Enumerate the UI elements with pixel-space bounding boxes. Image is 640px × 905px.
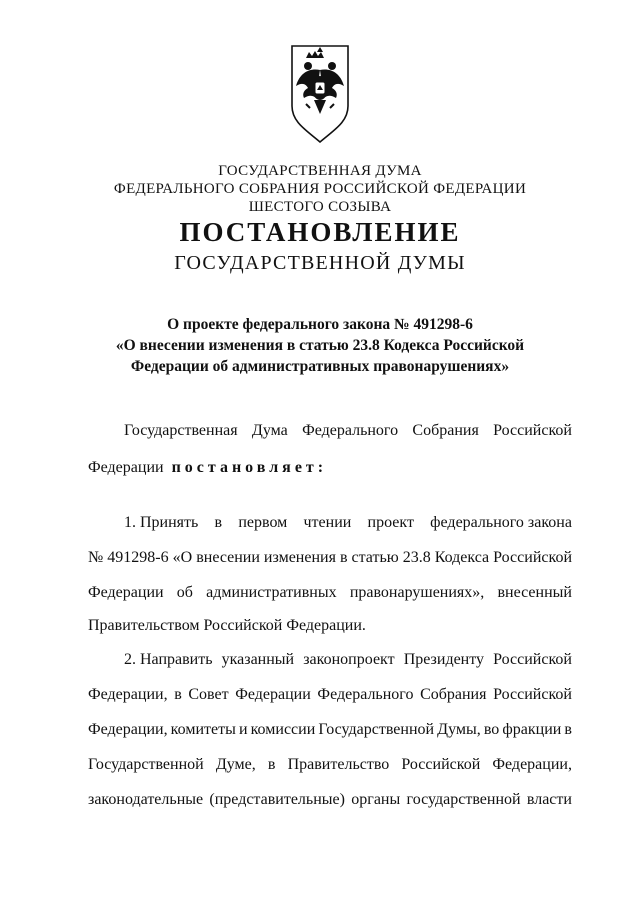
para1-line-1 xyxy=(124,512,572,534)
document-subtitle: ГОСУДАРСТВЕННОЙ ДУМЫ xyxy=(174,252,466,274)
word: Совет xyxy=(188,686,229,703)
word: указанный xyxy=(221,651,295,668)
para1-line-4: Правительством Российской Федерации. xyxy=(88,617,366,634)
issuer-line-3: ШЕСТОГО СОЗЫВА xyxy=(248,199,392,215)
word: комиссии xyxy=(250,721,316,738)
word: Федерального xyxy=(302,422,399,439)
word: и xyxy=(238,721,248,738)
document-title: ПОСТАНОВЛЕНИЕ xyxy=(179,217,461,247)
word: в xyxy=(564,721,572,738)
word: законопроект xyxy=(303,651,395,668)
issuer-line-1: ГОСУДАРСТВЕННАЯ ДУМА xyxy=(218,163,422,179)
word: в xyxy=(174,686,182,703)
word: Думе, xyxy=(215,756,256,773)
subject-line-1: О проекте федерального закона № 491298-6 xyxy=(167,316,473,333)
decree-verb: постановляет: xyxy=(171,459,328,476)
word: Федерации xyxy=(88,459,164,476)
word: в xyxy=(214,514,223,531)
para2-line-5 xyxy=(88,789,572,811)
preamble-line-2 xyxy=(88,457,327,479)
word: внесенный xyxy=(497,584,572,601)
issuer-line-2: ФЕДЕРАЛЬНОГО СОБРАНИЯ РОССИЙСКОЙ ФЕДЕРАЦИИ xyxy=(113,181,527,197)
word: Собрания xyxy=(412,422,479,439)
word: Федерации xyxy=(235,686,311,703)
word: Думы, xyxy=(437,721,481,738)
para2-line-4 xyxy=(88,754,572,776)
word: Российской xyxy=(493,686,572,703)
word: правонарушениях», xyxy=(349,584,485,601)
word: Собрания xyxy=(420,686,487,703)
para2-line-3 xyxy=(88,719,572,741)
word: Федерального xyxy=(317,686,414,703)
word: Федерации xyxy=(88,584,164,601)
word: об xyxy=(176,584,193,601)
para1-line-2 xyxy=(88,547,572,569)
word: (представительные) xyxy=(209,791,345,808)
word: Правительство xyxy=(287,756,390,773)
para2-line-2 xyxy=(88,684,572,706)
word: в xyxy=(267,756,276,773)
word: Государственной xyxy=(318,721,435,738)
word: административных xyxy=(206,584,337,601)
word: Российской xyxy=(493,422,572,439)
word: Федерации, xyxy=(492,756,572,773)
word: власти xyxy=(526,791,572,808)
word: Государственная xyxy=(124,422,238,439)
word: чтении xyxy=(303,514,352,531)
para1-line-3 xyxy=(88,582,572,604)
word: комитеты xyxy=(170,721,236,738)
word: Президенту xyxy=(403,651,485,668)
word: проект xyxy=(367,514,414,531)
word: федерального закона xyxy=(430,514,572,531)
word: 1. Принять xyxy=(124,514,199,531)
word: Федерации, xyxy=(88,686,168,703)
word: 2. Направить xyxy=(124,651,213,668)
word: Российской xyxy=(401,756,481,773)
word: законодательные xyxy=(88,791,204,808)
word: № 491298-6 xyxy=(88,549,169,566)
word: первом xyxy=(238,514,288,531)
word: Федерации, xyxy=(88,721,168,738)
word: органы xyxy=(351,791,401,808)
para2-line-1 xyxy=(124,649,572,671)
subject-line-3: Федерации об административных правонарушениях» xyxy=(130,358,510,375)
state-emblem-icon xyxy=(286,42,354,146)
subject-line-2: «О внесении изменения в статью 23.8 Кодекса Российской xyxy=(115,337,525,354)
word: фракции xyxy=(502,721,562,738)
word: Государственной xyxy=(88,756,204,773)
word: Российской xyxy=(493,651,572,668)
word: Дума xyxy=(251,422,288,439)
preamble-line-1 xyxy=(124,420,572,442)
word: «О внесении изменения в статью 23.8 Кодекса Российской xyxy=(172,549,572,566)
word: государственной xyxy=(406,791,521,808)
word: во xyxy=(483,721,500,738)
